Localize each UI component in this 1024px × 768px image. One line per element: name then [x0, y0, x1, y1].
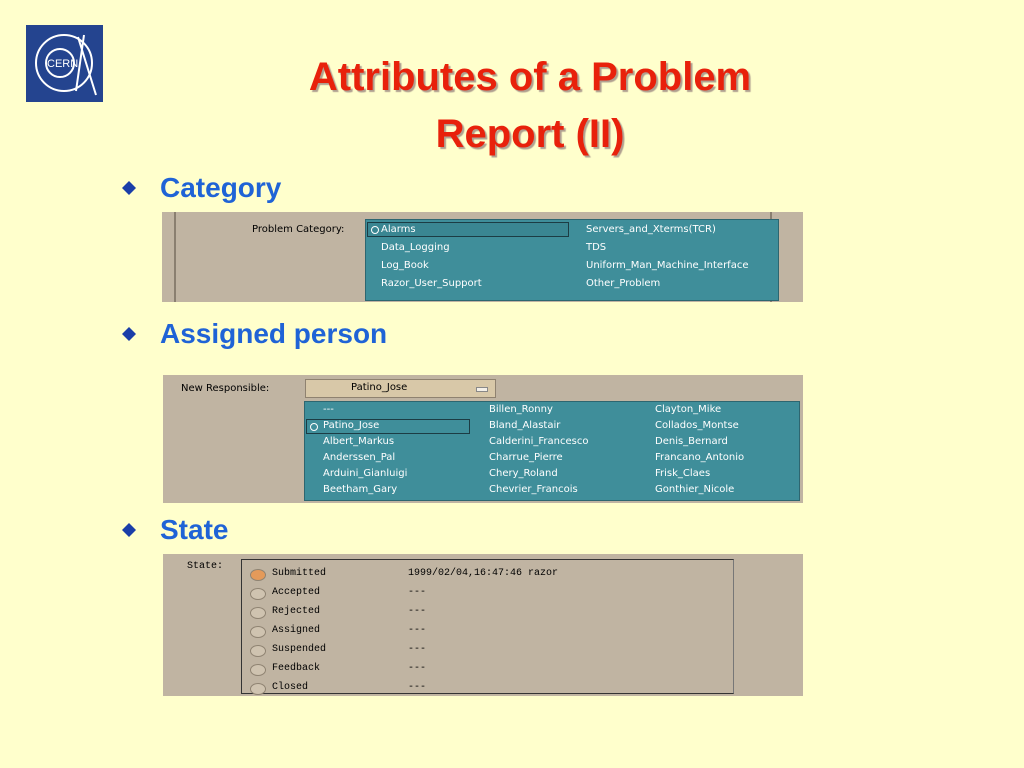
responsible-list[interactable] [304, 401, 800, 501]
person-option[interactable]: Patino_Jose [323, 420, 380, 431]
person-option[interactable]: Denis_Bernard [655, 436, 728, 447]
person-option[interactable]: Frisk_Claes [655, 468, 711, 479]
category-option[interactable]: Servers_and_Xterms(TCR) [586, 224, 716, 235]
radio-icon[interactable] [250, 588, 266, 600]
dropdown-arrow-icon[interactable] [476, 387, 488, 392]
diamond-bullet-icon [122, 523, 136, 537]
category-list[interactable] [365, 219, 779, 301]
person-option[interactable]: Billen_Ronny [489, 404, 553, 415]
slide-title-line-1: Attributes of a Problem [308, 55, 752, 99]
person-option[interactable]: Clayton_Mike [655, 404, 722, 415]
radio-icon[interactable] [250, 664, 266, 676]
assigned-panel [163, 375, 803, 503]
person-option[interactable]: Arduini_Gianluigi [323, 468, 408, 479]
svg-text:CERN: CERN [47, 58, 79, 70]
person-option[interactable]: Charrue_Pierre [489, 452, 563, 463]
selected-radio-icon [310, 423, 318, 431]
diamond-bullet-icon [122, 181, 136, 195]
person-option[interactable]: Bland_Alastair [489, 420, 561, 431]
radio-icon[interactable] [250, 645, 266, 657]
category-option[interactable]: Uniform_Man_Machine_Interface [586, 260, 749, 271]
category-option[interactable]: Log_Book [381, 260, 429, 271]
slide-title-line-2: Report (II) [435, 112, 625, 156]
state-panel [163, 554, 803, 696]
category-option[interactable]: Razor_User_Support [381, 278, 482, 289]
radio-icon[interactable] [250, 569, 266, 581]
diamond-bullet-icon [122, 327, 136, 341]
person-option[interactable]: Collados_Montse [655, 420, 739, 431]
category-option[interactable]: Data_Logging [381, 242, 450, 253]
person-option[interactable]: Calderini_Francesco [489, 436, 589, 447]
responsible-value: Patino_Jose [351, 382, 408, 393]
category-option[interactable]: TDS [586, 242, 607, 253]
category-panel [162, 212, 803, 302]
selected-radio-icon [371, 226, 379, 234]
state-radio-group: Submitted 1999/02/04,16:47:46 razor Accepted --- Rejected --- Assigned --- Suspended --- Feedback --- Closed --- [241, 559, 734, 694]
category-option[interactable]: Alarms [381, 224, 416, 235]
person-option[interactable]: Francano_Antonio [655, 452, 745, 463]
responsible-combo[interactable] [305, 379, 496, 398]
radio-icon[interactable] [250, 683, 266, 695]
radio-icon[interactable] [250, 607, 266, 619]
person-option[interactable]: Chery_Roland [489, 468, 558, 479]
person-option[interactable]: Anderssen_Pal [323, 452, 396, 463]
cern-logo [26, 25, 103, 102]
state-label: State: [187, 561, 224, 572]
person-option[interactable]: Gonthier_Nicole [655, 484, 735, 495]
category-option[interactable]: Other_Problem [586, 278, 661, 289]
person-option[interactable]: Beetham_Gary [323, 484, 398, 495]
new-responsible-label: New Responsible: [181, 383, 270, 394]
person-option[interactable]: --- [323, 404, 334, 415]
person-option[interactable]: Chevrier_Francois [489, 484, 578, 495]
radio-icon[interactable] [250, 626, 266, 638]
category-label: Problem Category: [252, 224, 345, 235]
person-option[interactable]: Albert_Markus [323, 436, 395, 447]
